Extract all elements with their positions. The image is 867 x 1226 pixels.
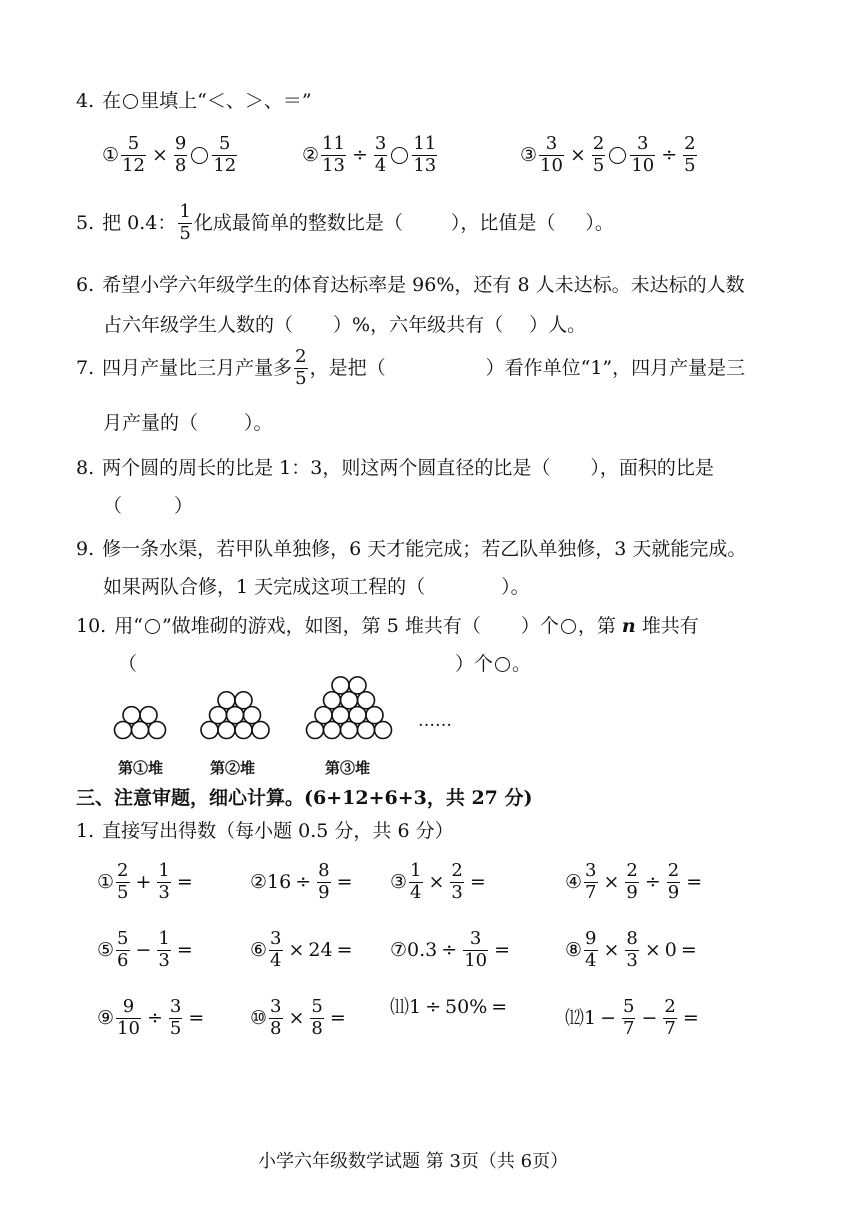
operator: +: [135, 870, 152, 893]
numerator: 2: [626, 860, 638, 881]
item-marker: ⑾: [390, 996, 410, 1018]
item-marker: ②: [250, 870, 268, 893]
pile-label-3: 第③堆: [325, 759, 371, 777]
numerator: 2: [664, 996, 676, 1017]
q4-item-1: [102, 135, 239, 176]
numerator: 9: [174, 133, 187, 154]
question-text: ），比值是（: [450, 211, 556, 234]
operator: =: [329, 1006, 346, 1029]
fraction: [294, 348, 307, 389]
item-marker: ⑧: [565, 938, 583, 961]
fraction: [409, 862, 422, 903]
item-marker: ②: [302, 143, 320, 166]
denominator: 9: [318, 881, 330, 903]
item-marker: ①: [97, 870, 115, 893]
numerator: 5: [117, 928, 129, 949]
number: 0.3: [407, 938, 438, 961]
operator: ÷: [295, 870, 312, 893]
operator: −: [641, 1006, 658, 1029]
fraction: [157, 930, 170, 971]
operator: =: [176, 938, 193, 961]
numerator: 5: [623, 996, 635, 1017]
question-text: 希望小学六年级学生的体育达标率是 96%，还有 8 人未达标。未达标的人数: [102, 274, 745, 296]
item-marker: ⑩: [250, 1006, 268, 1029]
question-text: ）。: [501, 576, 530, 598]
fraction: [310, 998, 323, 1039]
number: 16: [267, 870, 292, 893]
item-marker: ①: [102, 143, 120, 166]
operator: =: [336, 938, 353, 961]
numerator: 3: [585, 860, 597, 881]
item-marker: ③: [520, 143, 538, 166]
denominator: 4: [585, 949, 597, 971]
denominator: 12: [122, 154, 145, 176]
question-5: [76, 203, 614, 244]
fraction: [116, 862, 129, 903]
item-marker: ⑦: [390, 938, 408, 961]
operator: =: [682, 1006, 699, 1029]
variable-n: n: [621, 615, 636, 637]
question-text: 在: [102, 90, 122, 112]
fraction: [667, 862, 680, 903]
denominator: 13: [413, 154, 437, 176]
question-number: 5.: [76, 211, 95, 234]
numerator: 9: [585, 928, 597, 949]
numerator: 2: [592, 133, 605, 154]
question-text: ）人。: [529, 314, 587, 336]
question-text: 如果两队合修，1 天完成这项工程的（: [103, 576, 426, 598]
operator: ×: [428, 870, 445, 893]
denominator: 10: [540, 154, 563, 176]
q4-item-2: [302, 135, 439, 176]
question-text: 堆共有: [641, 615, 699, 637]
numerator: 3: [169, 996, 182, 1017]
numerator: 9: [122, 996, 135, 1017]
question-number: 1.: [76, 820, 95, 842]
pile-2-circle: [218, 692, 235, 709]
question-10-line-1: [76, 617, 699, 636]
fraction: [463, 930, 488, 971]
question-6-line-2: [103, 316, 586, 335]
calc-item-3: [390, 862, 490, 903]
question-text: 修一条水渠，若甲队单独修，6 天才能完成；若乙队单独修，3 天就能完成。: [102, 538, 747, 560]
item-marker: ⑨: [97, 1006, 115, 1029]
operator: =: [491, 996, 508, 1018]
question-number: 9.: [76, 538, 95, 560]
answer-circle[interactable]: [391, 147, 408, 164]
operator: ×: [603, 870, 620, 893]
question-text: ，第: [577, 615, 616, 637]
question-text: ）。: [244, 412, 273, 434]
operator: ÷: [644, 870, 661, 893]
question-text: 用“: [114, 615, 143, 637]
question-text: 四月产量比三月产量多: [102, 356, 293, 379]
calc-item-1: [97, 862, 197, 903]
fraction: [630, 135, 655, 176]
denominator: 7: [623, 1017, 635, 1039]
question-7-line-1: [76, 348, 745, 389]
fraction: [663, 998, 676, 1039]
operator: −: [135, 938, 152, 961]
fraction: [622, 998, 635, 1039]
calc-item-8: [565, 930, 701, 971]
numerator: 3: [545, 133, 558, 154]
calc-item-2: [250, 862, 357, 903]
fraction: [374, 135, 387, 176]
operator: ×: [569, 143, 586, 166]
calc-item-7: [390, 930, 514, 971]
question-text: 两个圆的周长的比是 1：3，则这两个圆直径的比是（: [102, 457, 551, 479]
question-text: 。: [512, 653, 532, 675]
numerator: 2: [295, 346, 307, 367]
operator: =: [494, 938, 511, 961]
pile-1-circle: [123, 707, 140, 724]
operator: =: [686, 870, 703, 893]
fraction: [683, 135, 696, 176]
fraction: [174, 135, 187, 176]
pile-label-1: 第①堆: [118, 759, 164, 777]
question-number: 10.: [76, 615, 107, 637]
denominator: 5: [169, 1017, 182, 1039]
operator: =: [469, 870, 486, 893]
question-text: ），面积的比是: [590, 457, 714, 479]
question-9-line-1: [76, 540, 746, 559]
pile-2-circle: [235, 692, 252, 709]
numerator: 5: [311, 996, 323, 1017]
fraction: [317, 862, 330, 903]
item-marker: ⑤: [97, 938, 115, 961]
question-8-line-1: [76, 459, 714, 478]
fraction: [121, 135, 146, 176]
question-text: ）看作单位“1”，四月产量是三: [485, 356, 746, 379]
subquestion-1-prompt: [76, 822, 454, 841]
operator: =: [176, 870, 193, 893]
operator: =: [680, 938, 697, 961]
fraction: [625, 930, 638, 971]
numerator: 8: [318, 860, 330, 881]
denominator: 4: [270, 949, 282, 971]
operator: ×: [288, 938, 305, 961]
pile-label-2: 第②堆: [210, 759, 256, 777]
fraction: [169, 998, 182, 1039]
q4-item-3: [520, 135, 699, 176]
numerator: 1: [158, 860, 170, 881]
fraction: [584, 862, 597, 903]
section-title: 三、注意审题，细心计算。(6+12+6+3，共 27 分): [76, 787, 533, 809]
denominator: 5: [592, 154, 605, 176]
numerator: 1: [410, 860, 422, 881]
numerator: 3: [637, 133, 649, 154]
question-number: 4.: [76, 90, 95, 112]
number: 0: [664, 938, 677, 961]
operator: ÷: [146, 1006, 163, 1029]
calc-item-10: [250, 998, 350, 1039]
denominator: 6: [117, 949, 129, 971]
denominator: 9: [626, 881, 638, 903]
operator: ÷: [351, 143, 368, 166]
question-text: 直接写出得数（每小题 0.5 分，共 6 分）: [102, 820, 454, 842]
fraction: [450, 862, 463, 903]
numerator: 3: [270, 996, 282, 1017]
numerator: 1: [158, 928, 170, 949]
fraction: [584, 930, 597, 971]
question-7-line-2: [103, 414, 273, 433]
numerator: 5: [219, 133, 231, 154]
question-text: （: [103, 495, 123, 517]
question-text: 里填上“＜、＞、＝”: [140, 90, 312, 112]
denominator: 5: [117, 881, 129, 903]
denominator: 10: [631, 154, 655, 176]
operator: ×: [288, 1006, 305, 1029]
denominator: 9: [667, 881, 680, 903]
numerator: 2: [684, 133, 696, 154]
denominator: 10: [117, 1017, 140, 1039]
numerator: 3: [374, 133, 387, 154]
numerator: 11: [322, 133, 345, 154]
item-marker: ③: [390, 870, 408, 893]
number: 50%: [445, 996, 488, 1018]
numerator: 8: [626, 928, 638, 949]
denominator: 5: [179, 222, 191, 244]
calc-item-12: [565, 998, 703, 1039]
question-4-prompt: [76, 92, 312, 111]
calc-item-6: [250, 930, 357, 971]
item-marker: ⑥: [250, 938, 268, 961]
ellipsis: ……: [418, 711, 452, 731]
circle-icon: [123, 94, 138, 109]
denominator: 8: [270, 1017, 282, 1039]
fraction: [592, 135, 605, 176]
number: 1: [584, 1006, 597, 1029]
question-text: （: [118, 653, 138, 675]
denominator: 3: [451, 881, 463, 903]
operator: −: [600, 1006, 617, 1029]
circle-icon: [561, 619, 576, 634]
fraction: [625, 862, 638, 903]
numerator: 3: [469, 928, 482, 949]
item-marker: ⑿: [565, 1006, 585, 1029]
question-text: ）个: [455, 653, 494, 675]
fraction: [269, 998, 282, 1039]
numerator: 2: [451, 860, 463, 881]
number: 1: [409, 996, 422, 1018]
numerator: 2: [667, 860, 680, 881]
operator: ×: [151, 143, 168, 166]
denominator: 10: [464, 949, 488, 971]
fraction: [212, 135, 237, 176]
denominator: 3: [158, 949, 170, 971]
denominator: 8: [174, 154, 187, 176]
question-number: 6.: [76, 274, 95, 296]
denominator: 3: [158, 881, 170, 903]
question-text: ）。: [585, 211, 614, 234]
pile-3-circle: [332, 677, 349, 694]
denominator: 4: [374, 154, 387, 176]
operator: =: [336, 870, 353, 893]
question-number: 8.: [76, 457, 95, 479]
question-text: 占六年级学生人数的（: [103, 314, 294, 336]
question-text: ）: [174, 495, 194, 517]
fraction: [539, 135, 564, 176]
fraction: [116, 998, 141, 1039]
calc-item-11: [390, 998, 511, 1017]
pile-1-circle: [140, 707, 157, 724]
fraction: [321, 135, 346, 176]
operator: =: [188, 1006, 205, 1029]
numerator: 5: [127, 133, 140, 154]
circle-icon: [145, 619, 160, 634]
item-marker: ④: [565, 870, 583, 893]
calc-item-4: [565, 862, 706, 903]
question-text: ）个: [520, 615, 559, 637]
denominator: 12: [213, 154, 237, 176]
number: 24: [308, 938, 333, 961]
fraction: [412, 135, 437, 176]
question-9-line-2: [103, 578, 530, 597]
numerator: 11: [413, 133, 437, 154]
operator: ×: [603, 938, 620, 961]
question-8-line-2: [103, 497, 193, 516]
question-text: ”做堆砌的游戏，如图，第 5 堆共有（: [161, 615, 481, 637]
answer-circle[interactable]: [191, 147, 208, 164]
denominator: 5: [295, 367, 307, 389]
operator: ×: [644, 938, 661, 961]
denominator: 13: [322, 154, 345, 176]
pile-figure: [110, 670, 470, 750]
denominator: 7: [585, 881, 597, 903]
question-text: 化成最简单的整数比是（: [193, 211, 403, 234]
question-6-line-1: [76, 276, 745, 295]
fraction: [178, 203, 191, 244]
calc-item-5: [97, 930, 197, 971]
denominator: 8: [311, 1017, 323, 1039]
fraction: [116, 930, 129, 971]
question-text: 把 0.4：: [102, 211, 177, 234]
question-text: 月产量的（: [103, 412, 199, 434]
denominator: 4: [410, 881, 422, 903]
numerator: 3: [270, 928, 282, 949]
fraction: [157, 862, 170, 903]
numerator: 1: [179, 201, 191, 222]
denominator: 3: [626, 949, 638, 971]
operator: ÷: [441, 938, 458, 961]
pile-3-circle: [349, 677, 366, 694]
page-footer: 小学六年级数学试题 第 3页（共 6页）: [258, 1151, 569, 1172]
calc-item-9: [97, 998, 208, 1039]
denominator: 7: [664, 1017, 676, 1039]
operator: ÷: [661, 143, 678, 166]
question-text: ）%，六年级共有（: [333, 314, 504, 336]
operator: ÷: [425, 996, 442, 1018]
denominator: 5: [684, 154, 696, 176]
question-text: ，是把（: [309, 356, 386, 379]
answer-circle[interactable]: [609, 147, 626, 164]
fraction: [269, 930, 282, 971]
numerator: 2: [117, 860, 129, 881]
question-number: 7.: [76, 356, 95, 379]
circle-icon: [495, 657, 510, 672]
